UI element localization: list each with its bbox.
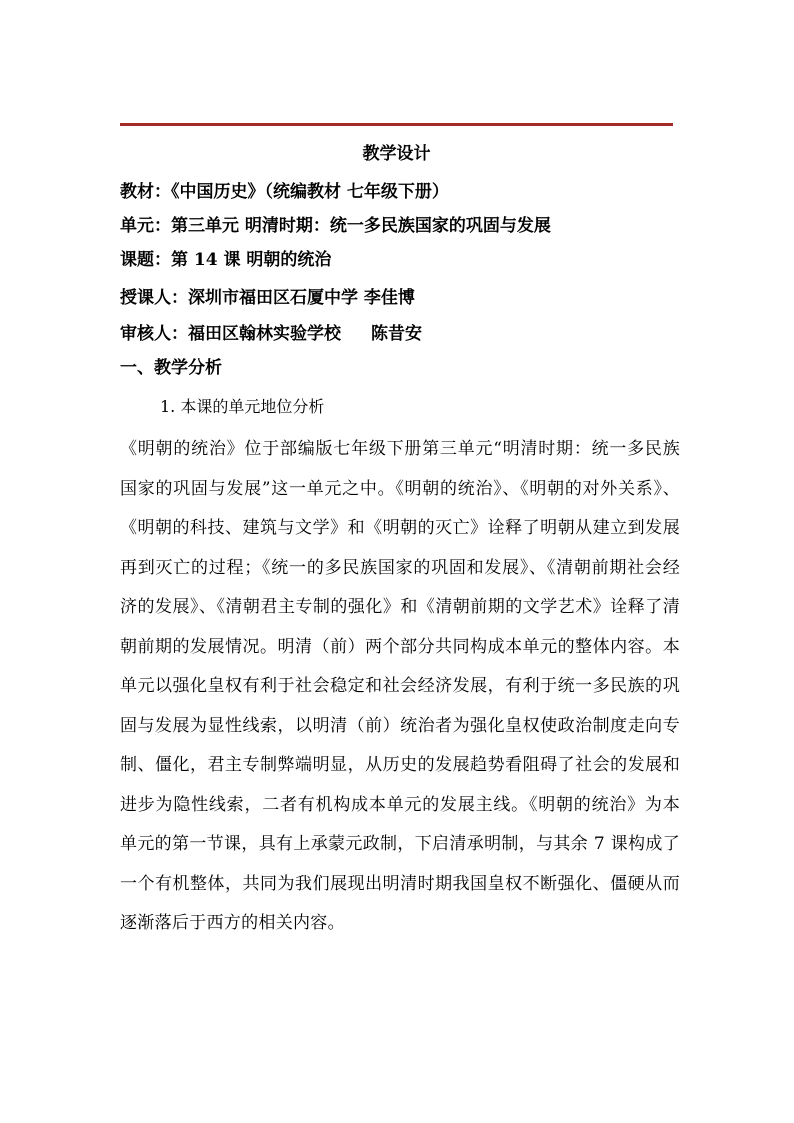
lesson-line: 课题：第 14 课 明朝的统治 [120,250,332,270]
header-rule [120,123,673,126]
teacher-line: 授课人：深圳市福田区石厦中学 李佳博 [120,288,415,308]
subsection-heading: 1. 本课的单元地位分析 [160,397,325,416]
reviewer-label: 审核人：福田区翰林实验学校 [120,324,341,344]
document-title: 教学设计 [362,144,431,164]
section-heading: 一、教学分析 [120,358,222,378]
unit-line: 单元：第三单元 明清时期：统一多民族国家的巩固与发展 [120,216,551,236]
reviewer-name: 陈昔安 [371,324,422,344]
body-paragraph: 《明朝的统治》位于部编版七年级下册第三单元“明清时期：统一多民族国家的巩固与发展”这一单元之中。《明朝的统治》、《明朝的对外关系》、《明朝的科技、建筑与文学》和《明朝的灭亡》诠释了明朝从建立到发展再到灭亡的过程；《统一的多民族国家的巩固和发展》、《清朝前期社会经济的发展》、《清朝君主专制的强化》和《清朝前期的文学艺术》诠释了清朝前期的发展情况。明清（前）两个部分共同构成本单元的整体内容。本单元以强化皇权有利于社会稳定和社会经济发展，有利于统一多民族的巩固与发展为显性线索，以明清（前）统治者为强化皇权使政治制度走向专制、僵化，君主专制弊端明显，从历史的发展趋势看阻碍了社会的发展和进步为隐性线索，二者有机构成本单元的发展主线。《明朝的统治》为本单元的第一节课，具有上承蒙元政制，下启清承明制，与其余 7 课构成了一个有机整体，共同为我们展现出明清时期我国皇权不断强化、僵硬从而逐渐落后于西方的相关内容。 [120,439,680,933]
reviewer-line [120,322,422,346]
textbook-line: 教材：《中国历史》（统编教材 七年级下册） [120,182,449,202]
